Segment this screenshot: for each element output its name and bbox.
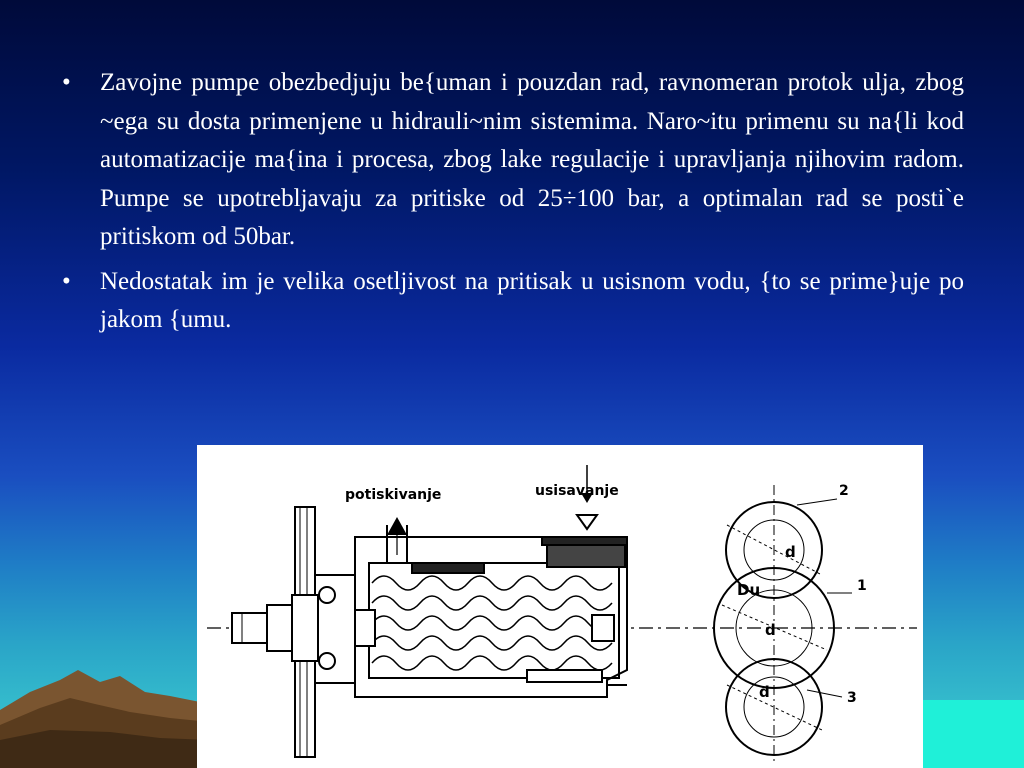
part-number-1: 1 (857, 578, 867, 594)
bullet-text: Nedostatak im je velika osetljivost na pritisak u usisnom vodu, {to se prime}uje po jakom {umu. (100, 267, 964, 333)
bullet-text: Zavojne pumpe obezbedjuju be{uman i pouzdan rad, ravnomeran protok ulja, zbog ~ega su dosta primenjene u hidrauli~nim sistemima. Naro~itu primenu su na{li kod automatizacije ma{ina i procesa, zbog lake regulacije i upravljanja njihovim radom. Pumpe se upotrebljavaju za pritiske od 25÷100 bar, a optimalan rad se posti`e pritiskom od 50bar. (100, 69, 964, 250)
bullet-symbol: • (62, 267, 71, 295)
suction-label: usisavanje (535, 483, 619, 499)
discharge-label: potiskivanje (345, 487, 442, 503)
dim-label: d (785, 543, 796, 561)
bullet-symbol: • (62, 69, 71, 96)
screw-pump-diagram (197, 445, 923, 768)
dim-label: d (759, 683, 770, 701)
slide-text (62, 64, 964, 346)
teal-decoration (922, 700, 1024, 768)
part-number-2: 2 (839, 483, 849, 499)
bullet-item-1 (62, 64, 964, 257)
part-number-3: 3 (847, 690, 857, 706)
mountain-decoration (0, 600, 210, 768)
bullet-item-2 (62, 263, 964, 340)
dim-label: d (765, 621, 776, 639)
dim-label: Du (737, 581, 761, 599)
